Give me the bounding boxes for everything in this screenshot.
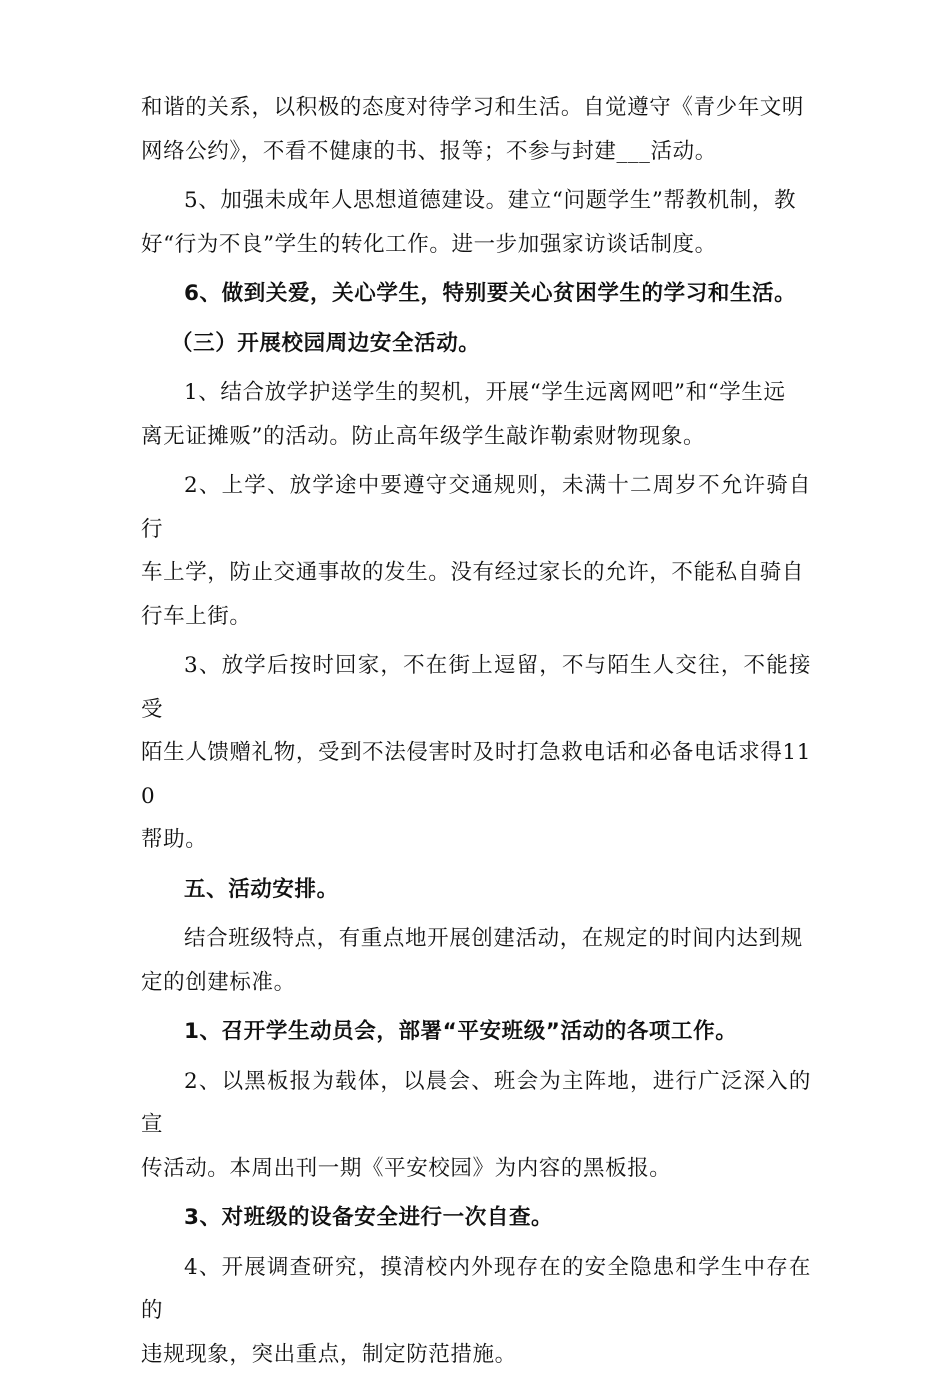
paragraph-arrangement-4	[141, 1246, 811, 1377]
paragraph-item-6-bold	[141, 272, 811, 316]
text-line: 4、开展调查研究，摸清校内外现存在的安全隐患和学生中存在的	[141, 1254, 811, 1323]
text-line: 5、加强未成年人思想道德建设。建立“问题学生”帮教机制，教	[184, 188, 797, 213]
text-line: （三）开展校园周边安全活动。	[171, 330, 481, 356]
text-line: 和谐的关系，以积极的态度对待学习和生活。自觉遵守《青少年文明	[141, 95, 805, 120]
text-line: 3、对班级的设备安全进行一次自查。	[184, 1205, 554, 1230]
text-line: 帮助。	[141, 827, 208, 852]
text-line: 定的创建标准。	[141, 969, 296, 995]
text-line: 1、召开学生动员会，部署“平安班级”活动的各项工作。	[184, 1019, 738, 1044]
text-line: 网络公约》，不看不健康的书、报等；不参与封建___活动。	[141, 138, 717, 164]
document-page	[141, 86, 811, 1382]
text-line: 五、活动安排。	[184, 876, 339, 902]
text-line: 行车上街。	[141, 603, 252, 629]
paragraph-item-5	[141, 179, 811, 266]
text-line: 6、做到关爱，关心学生，特别要关心贫困学生的学习和生活。	[184, 281, 797, 306]
text-line: 结合班级特点，有重点地开展创建活动，在规定的时间内达到规	[184, 926, 803, 951]
text-line: 陌生人馈赠礼物，受到不法侵害时及时打急救电话和必备电话求得110	[141, 740, 811, 809]
text-line: 1、结合放学护送学生的契机，开展“学生远离网吧”和“学生远	[184, 380, 786, 405]
paragraph-continuation	[141, 86, 811, 173]
text-line: 2、以黑板报为载体，以晨会、班会为主阵地，进行广泛深入的宣	[141, 1068, 811, 1137]
paragraph-arrangement-intro	[141, 917, 811, 1004]
text-line: 3、放学后按时回家，不在街上逗留，不与陌生人交往，不能接受	[141, 653, 811, 722]
text-line: 好“行为不良”学生的转化工作。进一步加强家访谈话制度。	[141, 231, 717, 257]
text-line: 车上学，防止交通事故的发生。没有经过家长的允许，不能私自骑自	[141, 560, 805, 585]
text-line: 传活动。本周出刊一期《平安校园》为内容的黑板报。	[141, 1155, 672, 1181]
paragraph-item-3	[141, 644, 811, 862]
text-line: 违规现象，突出重点，制定防范措施。	[141, 1341, 517, 1367]
paragraph-item-1	[141, 371, 811, 458]
section-heading-5	[141, 868, 811, 912]
section-heading-3	[141, 322, 811, 366]
paragraph-item-2	[141, 464, 811, 638]
text-line: 2、上学、放学途中要遵守交通规则，未满十二周岁不允许骑自行	[141, 473, 811, 542]
paragraph-arrangement-1-bold	[141, 1010, 811, 1054]
paragraph-arrangement-2	[141, 1060, 811, 1191]
text-line: 离无证摊贩”的活动。防止高年级学生敲诈勒索财物现象。	[141, 423, 706, 449]
paragraph-arrangement-3-bold	[141, 1196, 811, 1240]
